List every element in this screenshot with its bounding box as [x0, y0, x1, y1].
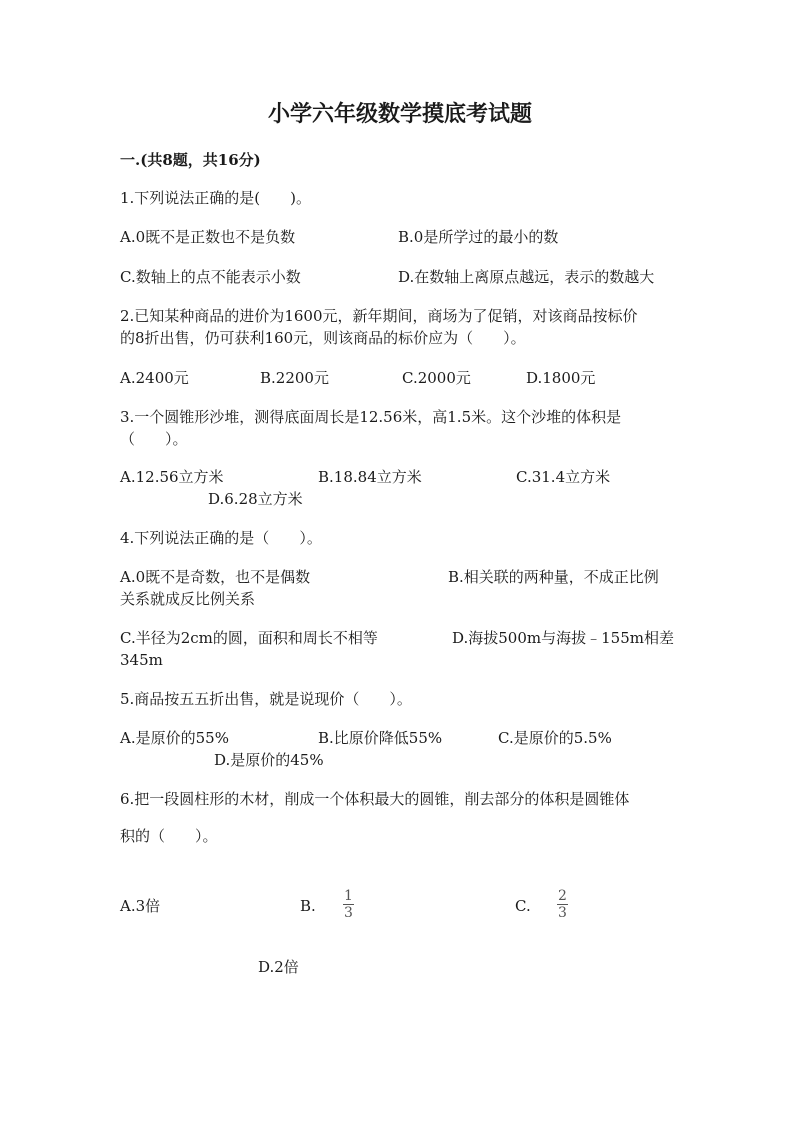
q4-option-a: A.0既不是奇数，也不是偶数	[120, 568, 311, 586]
q2-option-a: A.2400元	[120, 369, 189, 387]
q1-option-c: C.数轴上的点不能表示小数	[120, 268, 301, 286]
q6-option-d: D.2倍	[258, 958, 299, 976]
question-2-stem-line-1: 2.已知某种商品的进价为1600元，新年期间，商场为了促销，对该商品按标价	[120, 307, 638, 325]
q2-option-c: C.2000元	[402, 369, 471, 387]
question-6-stem-line-2: 积的（ ）。	[120, 827, 218, 845]
fraction-numerator: 2	[558, 888, 567, 904]
q4-option-d: D.海拔500m与海拔﹣155m相差	[452, 629, 674, 647]
question-3-stem-line-2: （ ）。	[120, 430, 188, 448]
q4-option-b: B.相关联的两种量，不成正比例	[448, 568, 659, 586]
q2-option-b: B.2200元	[260, 369, 329, 387]
fraction-denominator: 3	[558, 905, 567, 921]
q5-option-a: A.是原价的55%	[120, 729, 229, 747]
question-6-stem-line-1: 6.把一段圆柱形的木材，削成一个体积最大的圆锥，削去部分的体积是圆锥体	[120, 790, 630, 808]
q6-option-c-fraction	[557, 889, 568, 920]
q4-option-b-continued: 关系就成反比例关系	[120, 590, 256, 608]
q6-option-b-fraction	[343, 889, 354, 920]
page-title: 小学六年级数学摸底考试题	[267, 101, 532, 127]
q5-option-c: C.是原价的5.5%	[498, 729, 612, 747]
q4-option-c: C.半径为2cm的圆，面积和周长不相等	[120, 629, 378, 647]
question-3-stem-line-1: 3.一个圆锥形沙堆，测得底面周长是12.56米，高1.5米。这个沙堆的体积是	[120, 408, 622, 426]
fraction-denominator: 3	[344, 905, 353, 921]
question-4-stem: 4.下列说法正确的是（ ）。	[120, 529, 322, 547]
q1-option-b: B.0是所学过的最小的数	[398, 228, 559, 246]
q6-option-c: C.	[515, 897, 531, 915]
q3-option-c: C.31.4立方米	[516, 468, 611, 486]
q6-option-a: A.3倍	[120, 897, 161, 915]
q3-option-b: B.18.84立方米	[318, 468, 422, 486]
q3-option-a: A.12.56立方米	[120, 468, 224, 486]
fraction-numerator: 1	[344, 888, 353, 904]
q3-option-d: D.6.28立方米	[208, 490, 303, 508]
q5-option-b: B.比原价降低55%	[318, 729, 443, 747]
q1-option-a: A.0既不是正数也不是负数	[120, 228, 296, 246]
q4-option-d-continued: 345m	[120, 651, 163, 669]
q1-option-d: D.在数轴上离原点越远，表示的数越大	[398, 268, 655, 286]
q2-option-d: D.1800元	[526, 369, 596, 387]
question-1-stem: 1.下列说法正确的是( )。	[120, 189, 312, 207]
question-2-stem-line-2: 的8折出售，仍可获利160元，则该商品的标价应为（ ）。	[120, 329, 526, 347]
q6-option-b: B.	[300, 897, 316, 915]
question-5-stem: 5.商品按五五折出售，就是说现价（ ）。	[120, 690, 412, 708]
section-header: 一.(共8题，共16分)	[120, 151, 261, 169]
q5-option-d: D.是原价的45%	[214, 751, 324, 769]
